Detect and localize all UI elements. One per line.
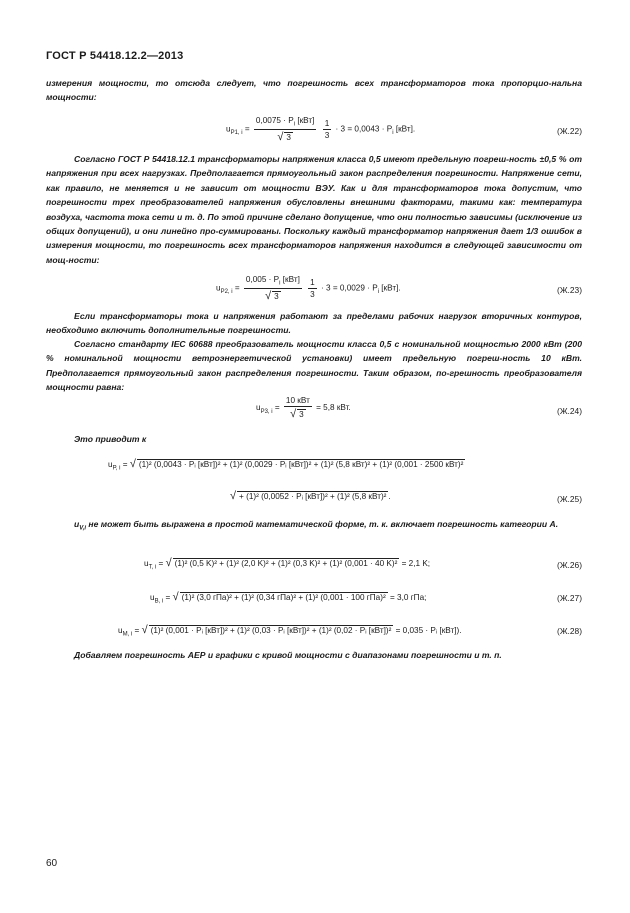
- equation-zh25-line1: $u_{P, i}$ = √ (1)² (0,0043 · Pᵢ [кВт])² + (1)² (0,0029 · Pᵢ [кВт])² + (1)² (5,8 кВт)² + (1)² (0,001 · 2500 кВт)²: [108, 458, 464, 472]
- eq23-fraction: $\frac{0,005 \cdot P_i [кВт]}{√ 3}$: [245, 275, 300, 302]
- eq23-lhs-sub: P2, i: [220, 289, 233, 296]
- equation-number-zh25: (Ж.25): [557, 494, 582, 504]
- eq25-line1: (1)² (0,0043 · Pᵢ [кВт])² + (1)² (0,0029 · Pᵢ [кВт])² + (1)² (5,8 кВт)² + (1)² (0,001 · 2500 кВт)²: [138, 460, 464, 469]
- p6-sub: V,i: [79, 525, 87, 532]
- eq22-frac2-den: 3: [324, 130, 330, 140]
- eq22-rest-unit: [кВт].: [393, 124, 416, 134]
- equation-zh23: $u_{P2, i}$ = $\frac{0,005 \cdot P_i [кВт]}{√ 3}$ $\frac{1}{3}$ · $3 = 0,0029 \cdot P_i$ [кВт].: [216, 275, 401, 302]
- eq28-rest: = 0,035 · Pᵢ [кВт]).: [395, 626, 462, 635]
- equation-number-zh22: (Ж.22): [557, 126, 582, 136]
- equation-zh22: $u_{P1, i}$ = $\frac{0,0075 \cdot P_i [кВт]}{√ 3}$ $\frac{1}{3}$ · $3 = 0,0043 \cdot P_i$ [кВт].: [226, 116, 416, 143]
- eq26-lhs-sub: T, i: [148, 564, 157, 571]
- eq24-rest: = 5,8 кВт.: [316, 403, 351, 413]
- eq23-frac2-den: 3: [310, 289, 315, 299]
- eq26-body: (1)² (0,5 K)² + (1)² (2,0 K)² + (1)² (0,3 K)² + (1)² (0,001 · 40 K)²: [174, 559, 398, 568]
- eq28-body: (1)² (0,001 · Pᵢ [кВт])² + (1)² (0,03 · Pᵢ [кВт])² + (1)² (0,02 · Pᵢ [кВт])²: [150, 626, 392, 635]
- paragraph-7: Добавляем погрешность АЕР и графики с кривой мощности с диапазонами погрешности и т. п.: [74, 650, 502, 660]
- eq27-body: (1)² (3,0 гПа)² + (1)² (0,34 гПа)² + (1)² (0,001 · 100 гПа)²: [181, 593, 386, 602]
- eq28-lhs: u: [118, 626, 123, 635]
- eq23-rest-unit: [кВт].: [379, 283, 401, 293]
- eq25-lhs: u: [108, 460, 113, 469]
- equation-zh28: $u_{M, i}$ = √ (1)² (0,001 · Pᵢ [кВт])² + (1)² (0,03 · Pᵢ [кВт])² + (1)² (0,02 · Pᵢ [кВт])² = 0,035 · Pᵢ [кВт]).: [118, 624, 462, 638]
- eq26-rest: = 2,1 K;: [401, 559, 431, 568]
- eq22-lhs: u: [226, 124, 231, 134]
- eq22-fraction: $\frac{0,0075 \cdot P_i [кВт]}{√ 3}$: [255, 116, 315, 143]
- paragraph-6: [46, 517, 582, 536]
- p6-lead: u: [74, 519, 80, 529]
- paragraph-2: Согласно ГОСТ Р 54418.12.1 трансформаторы напряжения класса 0,5 имеют предельную погреш-ность ±0,5 % от напряжения при всех нагрузках. Предполагается прямоугольный закон распределения погрешности. Напряжение сети, как правило, не меняется и не зависит от мощности ВЭУ. Как и для трансформаторов тока допустим, что погрешности трех преобразователей напряжения обусловлены внешними факторами, такими как: температура воздуха, частота тока сети и т. д. По этой причине сделано допущение, что они полностью зависимы (исключение из общих допущений), и они линейно про-суммированы. Поскольку каждый трансформатор напряжения дает 1/3 ошибок в измерения мощности, то погрешность всех трансформаторов напряжения находится в следующей зависимости от мощ-ности:: [46, 154, 582, 265]
- paragraph-1: измерения мощности, то отсюда следует, что погрешность всех трансформаторов тока пропорцио-нальна мощности:: [46, 78, 582, 103]
- equation-number-zh28: (Ж.28): [557, 626, 582, 636]
- eq22-num-sub: i: [293, 121, 296, 128]
- eq22-frac2-num: 1: [324, 118, 330, 128]
- eq24-num: 10 кВт: [285, 396, 310, 405]
- eq23-lhs: u: [216, 283, 221, 293]
- eq26-lhs: u: [144, 559, 149, 568]
- eq23-num-sub: i: [279, 280, 281, 287]
- equation-number-zh27: (Ж.27): [557, 593, 582, 603]
- eq22-fraction-2: [323, 119, 332, 140]
- eq25-tail: .: [388, 492, 391, 501]
- page-number: 60: [46, 858, 58, 869]
- eq22-num-unit: [кВт]: [295, 116, 315, 125]
- equation-zh25-line2: √ + (1)² (0,0052 · Pᵢ [кВт])² + (1)² (5,8 кВт)² .: [230, 490, 391, 502]
- eq24-den: 3: [299, 410, 304, 419]
- eq23-num: 0,005 · P: [245, 275, 280, 284]
- eq27-rest: = 3,0 гПа;: [389, 593, 427, 602]
- eq24-lhs: u: [256, 403, 261, 413]
- eq25-lhs-sub: P, i: [112, 465, 121, 472]
- eq22-den: 3: [286, 132, 291, 142]
- eq22-num: 0,0075 · P: [255, 116, 294, 125]
- equation-number-zh26: (Ж.26): [557, 560, 582, 570]
- eq23-num-unit: [кВт]: [280, 275, 300, 284]
- eq27-lhs: u: [150, 593, 155, 602]
- p6-rest: не может быть выражена в простой математической форме, т. к. включает погрешность категории А.: [86, 519, 559, 529]
- equation-zh27: $u_{B, i}$ = √ (1)² (3,0 гПа)² + (1)² (0,34 гПа)² + (1)² (0,001 · 100 гПа)² = 3,0 гПа;: [150, 591, 427, 605]
- eq22-rest: · 3 = 0,0043 · P: [335, 124, 393, 134]
- eq23-rest: · 3 = 0,0029 · P: [320, 283, 378, 293]
- eq24-fraction: $\frac{\text{10 кВт}}{√ 3}$: [285, 396, 310, 420]
- document-header: ГОСТ Р 54418.12.2—2013: [46, 50, 184, 62]
- eq22-rest-sub: i: [392, 130, 394, 137]
- paragraph-3: Если трансформаторы тока и напряжения работают за пределами рабочих нагрузок вторичных контуров, необходимо включить дополнительные погрешности.: [46, 311, 582, 336]
- eq23-den: 3: [274, 291, 279, 301]
- eq23-frac2-num: 1: [310, 277, 315, 287]
- paragraph-4: Согласно стандарту IEC 60688 преобразователь мощности класса 0,5 с номинальной мощностью 2000 кВт (200 % номинальной мощности ветроэнергетической установки) имеет предельную погреш-ность 10 кВт. Предполагается прямоугольный закон распределения погрешности. Таким образом, по-грешность преобразователя мощности равна:: [46, 339, 582, 393]
- equation-number-zh23: (Ж.23): [557, 285, 582, 295]
- paragraph-5: Это приводит к: [74, 434, 147, 444]
- eq28-lhs-sub: M, i: [122, 631, 133, 638]
- equation-zh24: $u_{P3, i}$ = $\frac{\text{10 кВт}}{√ 3}$ = 5,8 кВт.: [256, 396, 351, 420]
- equation-number-zh24: (Ж.24): [557, 406, 582, 416]
- eq25-line2: + (1)² (0,0052 · Pᵢ [кВт])² + (1)² (5,8 кВт)²: [239, 492, 387, 501]
- eq22-lhs-sub: P1, i: [230, 130, 243, 137]
- eq27-lhs-sub: B, i: [154, 598, 164, 605]
- equation-zh26: $u_{T, i}$ = √ (1)² (0,5 K)² + (1)² (2,0 K)² + (1)² (0,3 K)² + (1)² (0,001 · 40 K)² = 2,1 K;: [144, 557, 431, 571]
- eq23-rest-sub: i: [377, 289, 379, 296]
- eq23-fraction-2: [308, 278, 317, 299]
- eq24-lhs-sub: P3, i: [260, 408, 273, 415]
